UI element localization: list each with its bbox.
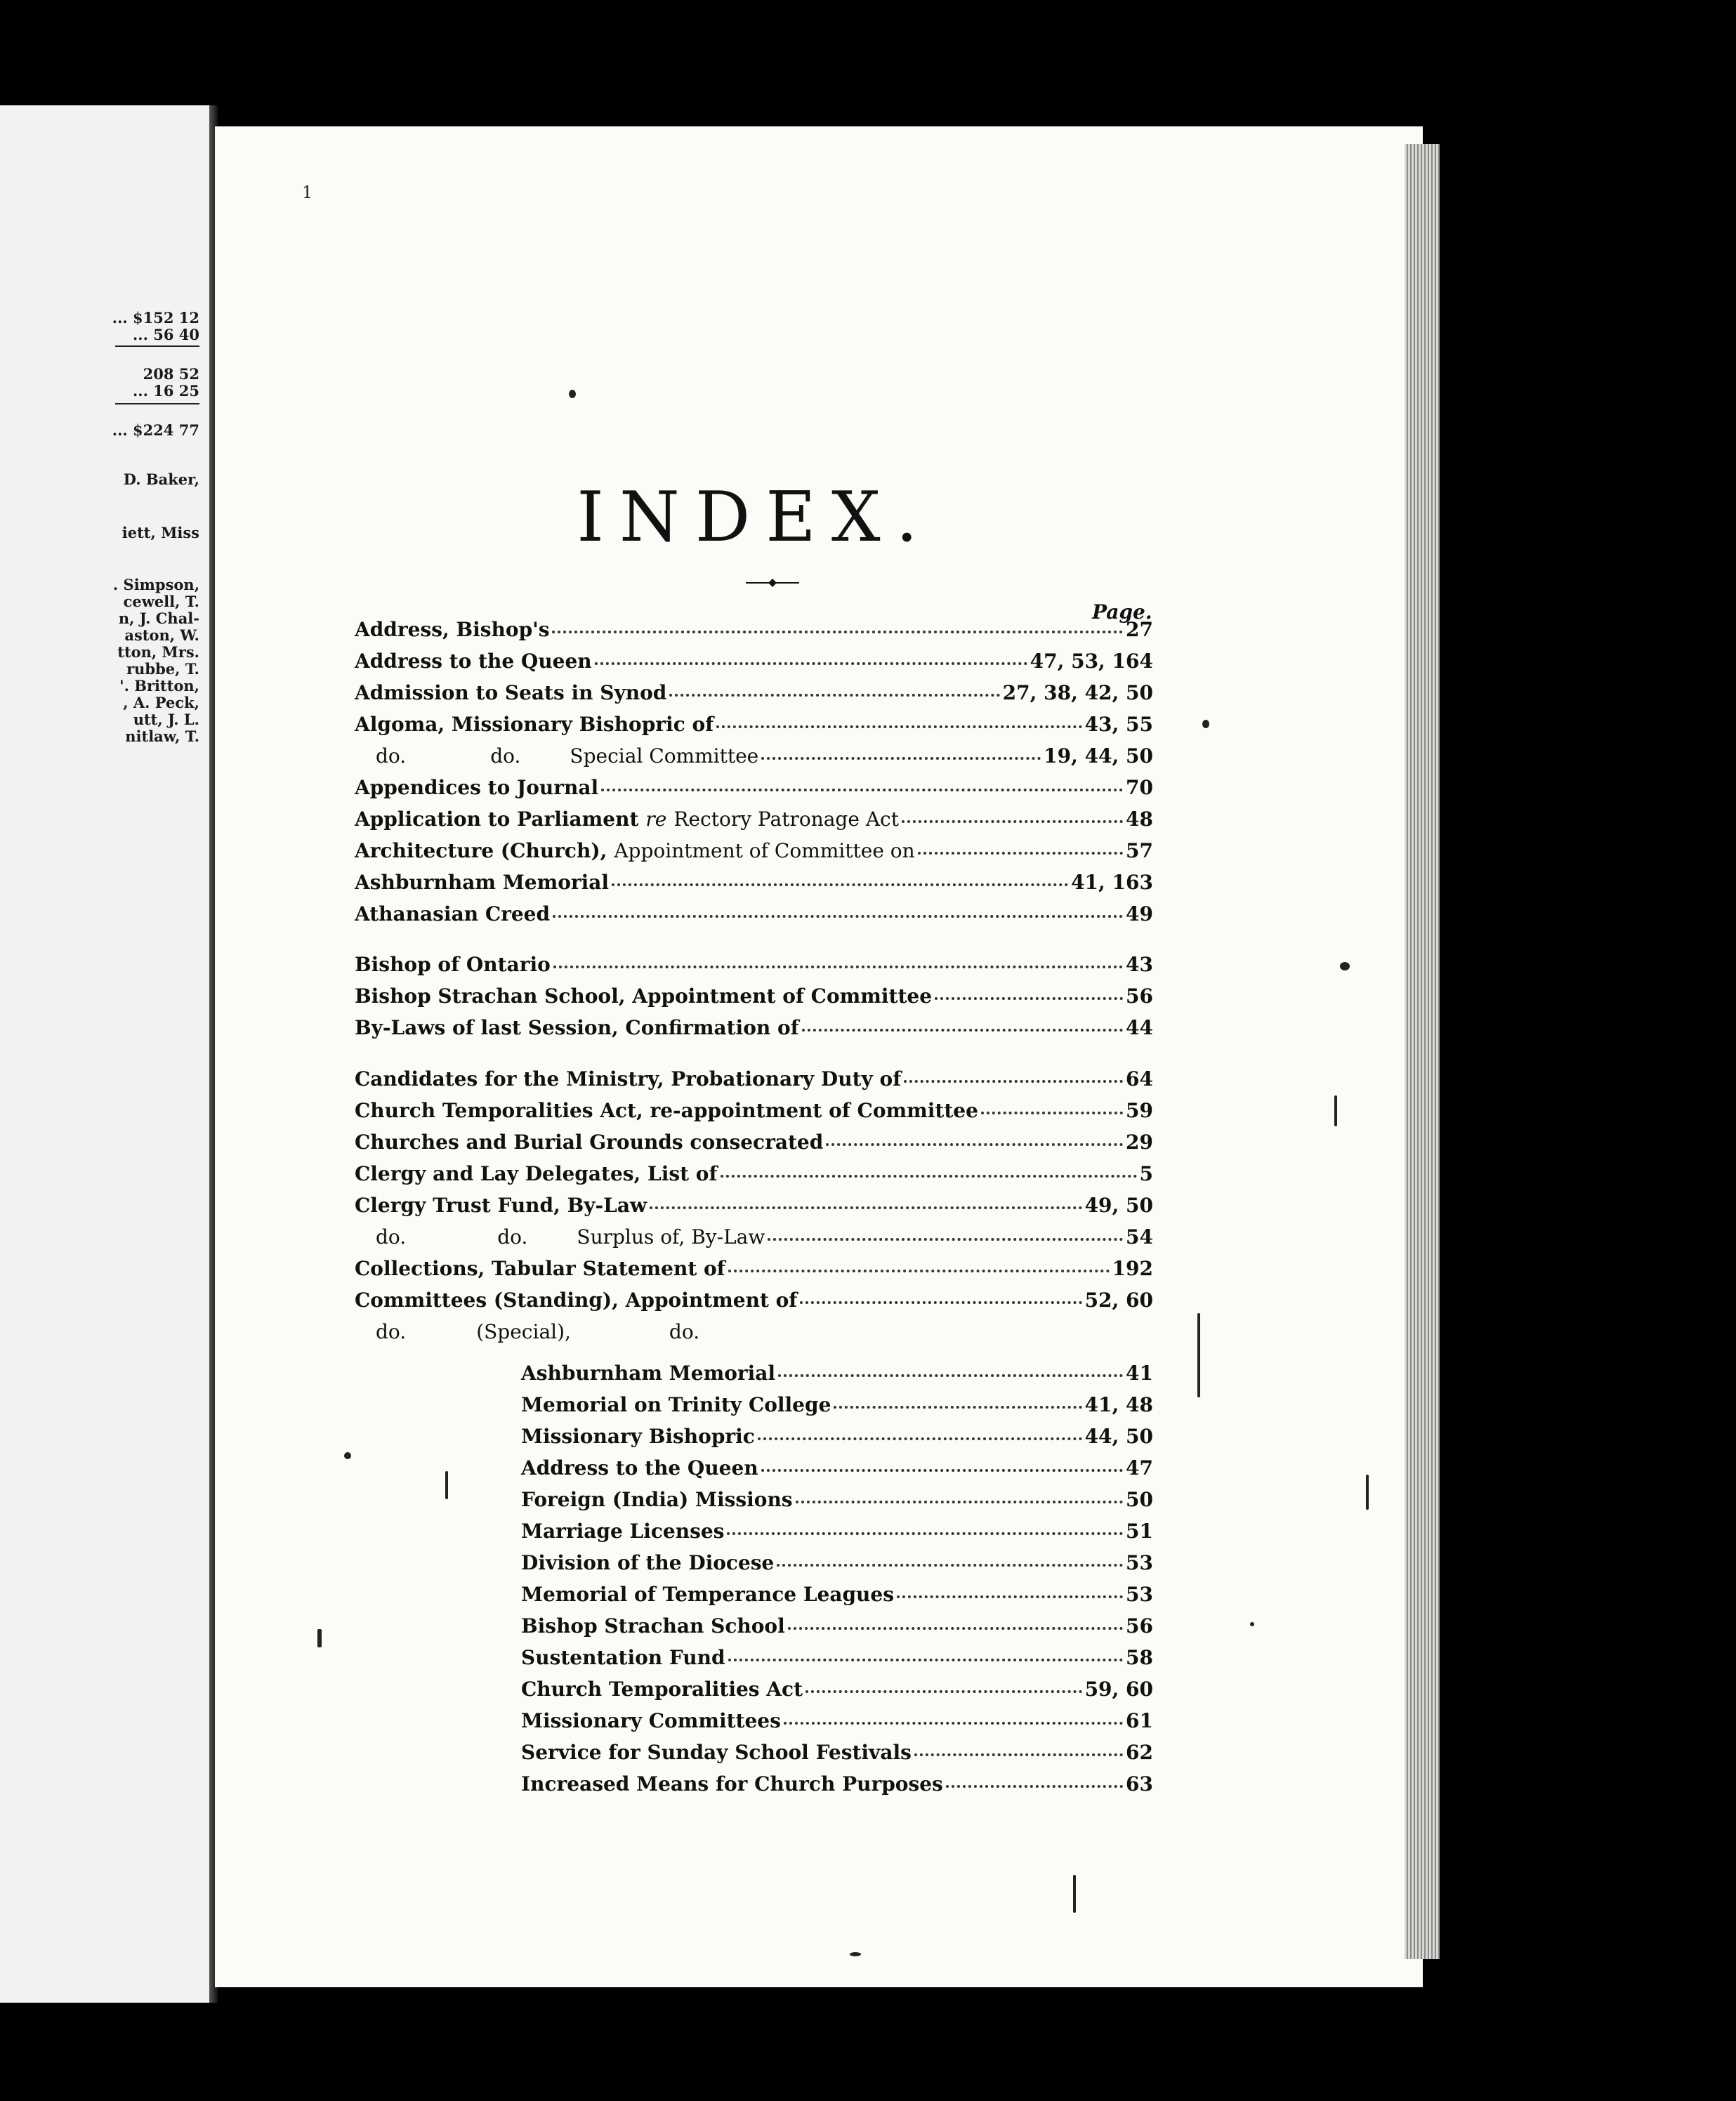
index-entry xyxy=(355,775,1153,801)
left-page-fragment: aston, W. xyxy=(124,626,199,644)
dot-leader xyxy=(728,1654,1123,1661)
index-entry xyxy=(355,1015,1153,1041)
left-page-fragment: utt, J. L. xyxy=(133,711,199,728)
dot-leader xyxy=(601,784,1123,791)
sub-entry-label: Memorial of Temperance Leagues xyxy=(521,1583,894,1606)
ditto-mark: do. xyxy=(376,744,407,768)
entry-label: Appendices to Journal xyxy=(355,776,599,799)
entry-label: Bishop of Ontario xyxy=(355,953,551,976)
dot-leader xyxy=(727,1528,1123,1535)
left-page-fragment: 208 52 xyxy=(143,365,199,383)
index-sub-entry xyxy=(521,1645,1153,1671)
left-page-fragment: , A. Peck, xyxy=(123,694,199,711)
scan-speck xyxy=(1366,1475,1369,1510)
index-entry xyxy=(355,711,1153,738)
dot-leader xyxy=(800,1297,1081,1304)
scan-speck xyxy=(1202,720,1209,728)
entry-label: Ashburnham Memorial xyxy=(355,871,610,894)
entry-page: 27, 38, 42, 50 xyxy=(1002,681,1153,704)
ditto-mark: do. xyxy=(669,1320,700,1343)
left-page-fragment: tton, Mrs. xyxy=(117,643,199,661)
ditto-mark: do. xyxy=(376,1225,407,1249)
left-page-fragment: rubbe, T. xyxy=(126,660,199,678)
sub-entry-page: 44, 50 xyxy=(1084,1425,1153,1448)
scan-speck xyxy=(1073,1875,1076,1913)
index-entry xyxy=(355,838,1153,864)
entry-page: 56 xyxy=(1126,984,1153,1008)
sub-entry-page: 59, 60 xyxy=(1084,1678,1153,1701)
entry-page: 57 xyxy=(1126,839,1153,862)
sub-entry-page: 61 xyxy=(1126,1709,1153,1732)
index-entry xyxy=(355,1098,1153,1124)
scan-speck xyxy=(445,1471,448,1499)
index-sub-entry xyxy=(521,1613,1153,1640)
dot-leader xyxy=(935,993,1123,1000)
entry-page: 192 xyxy=(1112,1257,1153,1280)
index-sub-entry xyxy=(521,1392,1153,1418)
left-page-fragment: D. Baker, xyxy=(123,470,199,488)
ditto-mark: do. xyxy=(376,1320,407,1343)
entry-label: Committees (Standing), Appointment of xyxy=(355,1289,798,1312)
sub-entry-page: 63 xyxy=(1126,1772,1153,1796)
entry-label: Admission to Seats in Synod xyxy=(355,681,667,704)
dot-leader xyxy=(805,1686,1082,1693)
sub-entry-label: Church Temporalities Act xyxy=(521,1678,803,1701)
entry-label-rest: Rectory Patronage Act xyxy=(673,808,899,831)
dot-leader xyxy=(669,690,999,697)
dot-leader xyxy=(728,1265,1110,1272)
entry-label: Application to Parliament xyxy=(355,808,639,831)
page-number: 1 xyxy=(302,183,313,202)
dot-leader xyxy=(768,1234,1123,1241)
left-page-fragment: ... $224 77 xyxy=(112,421,199,439)
sub-entry-label: Marriage Licenses xyxy=(521,1520,725,1543)
left-page-fragment: ... 16 25 xyxy=(132,382,199,400)
dot-leader xyxy=(778,1370,1123,1377)
scan-speck xyxy=(1197,1313,1200,1397)
entry-label: Church Temporalities Act, re-appointment of Committee xyxy=(355,1099,978,1122)
entry-page: 44 xyxy=(1126,1016,1153,1039)
sub-entry-page: 62 xyxy=(1126,1741,1153,1764)
entry-label: Address, Bishop's xyxy=(355,618,550,641)
sub-entry-label: Address to the Queen xyxy=(521,1456,758,1480)
dot-leader xyxy=(650,1202,1081,1209)
entry-label: Athanasian Creed xyxy=(355,902,551,926)
sub-entry-page: 50 xyxy=(1126,1488,1153,1511)
entry-label: Clergy and Lay Delegates, List of xyxy=(355,1162,718,1185)
dot-leader xyxy=(784,1718,1123,1725)
entry-page: 47, 53, 164 xyxy=(1030,650,1153,673)
index-sub-entry xyxy=(521,1676,1153,1703)
entry-page: 19, 44, 50 xyxy=(1044,744,1153,768)
dot-leader xyxy=(802,1025,1123,1032)
sub-entry-label: Division of the Diocese xyxy=(521,1551,775,1574)
index-entry xyxy=(355,1192,1153,1219)
dot-leader xyxy=(552,626,1123,633)
index-entry xyxy=(355,951,1153,978)
page-edge xyxy=(1405,144,1440,1959)
left-page xyxy=(0,105,209,2003)
sub-entry-label: Sustentation Fund xyxy=(521,1646,725,1669)
index-entry xyxy=(355,743,1153,770)
left-page-fragment: n, J. Chal- xyxy=(118,610,199,627)
entry-page: 27 xyxy=(1126,618,1153,641)
index-sub-entry xyxy=(521,1455,1153,1482)
index-sub-entry xyxy=(521,1771,1153,1798)
scan-speck xyxy=(344,1452,351,1459)
sum-rule xyxy=(115,403,199,404)
scan-speck xyxy=(569,390,576,398)
entry-page: 29 xyxy=(1126,1131,1153,1154)
index-entry xyxy=(355,806,1153,833)
scan-speck xyxy=(1250,1622,1254,1626)
scan-speck xyxy=(317,1629,322,1647)
index-entry xyxy=(355,901,1153,928)
left-page-fragment: nitlaw, T. xyxy=(125,727,199,745)
sub-entry-page: 41 xyxy=(1126,1362,1153,1385)
dot-leader xyxy=(553,911,1123,918)
entry-page: 64 xyxy=(1126,1067,1153,1091)
index-entry xyxy=(355,1287,1153,1314)
scan-speck xyxy=(850,1952,861,1956)
index-sub-entry xyxy=(521,1423,1153,1450)
entry-page: 43 xyxy=(1126,953,1153,976)
index-sub-entry xyxy=(521,1550,1153,1576)
dot-leader xyxy=(595,658,1027,665)
sub-entry-label: Foreign (India) Missions xyxy=(521,1488,793,1511)
entry-label: Algoma, Missionary Bishopric of xyxy=(355,713,714,736)
entry-label: Bishop Strachan School, Appointment of Committee xyxy=(355,984,933,1008)
entry-label: Surplus of, By-Law xyxy=(577,1225,765,1249)
dot-leader xyxy=(904,1076,1123,1083)
index-entry xyxy=(355,617,1153,643)
sub-entry-page: 58 xyxy=(1126,1646,1153,1669)
sum-rule xyxy=(115,345,199,347)
left-page-fragment: '. Britton, xyxy=(119,677,199,694)
ditto-mark: do. xyxy=(490,744,521,768)
entry-label: Churches and Burial Grounds consecrated xyxy=(355,1131,824,1154)
entry-page: 54 xyxy=(1126,1225,1153,1249)
left-page-fragment: . Simpson, xyxy=(112,576,199,593)
ornament-icon xyxy=(744,574,801,591)
sub-entry-label: Memorial on Trinity College xyxy=(521,1393,831,1416)
dot-leader xyxy=(761,753,1041,760)
left-page-fragment: ... 56 40 xyxy=(132,326,199,343)
left-page-fragment: iett, Miss xyxy=(121,524,199,541)
dot-leader xyxy=(553,961,1123,968)
dot-leader xyxy=(612,879,1068,886)
entry-label: Architecture (Church), xyxy=(355,839,607,862)
scan-speck xyxy=(1340,962,1350,970)
index-sub-entry xyxy=(521,1518,1153,1545)
index-entry xyxy=(355,1256,1153,1282)
scan-speck xyxy=(1334,1095,1337,1126)
dot-leader xyxy=(788,1623,1123,1630)
sub-entry-page: 47 xyxy=(1126,1456,1153,1480)
index-entry xyxy=(355,1129,1153,1156)
index-entry xyxy=(355,869,1153,896)
entry-page: 59 xyxy=(1126,1099,1153,1122)
dot-leader xyxy=(761,1465,1123,1472)
entry-label-rest: Appointment of Committee on xyxy=(614,839,915,862)
dot-leader xyxy=(716,721,1081,728)
entry-page: 43, 55 xyxy=(1084,713,1153,736)
index-entry xyxy=(355,1224,1153,1251)
sub-entry-page: 51 xyxy=(1126,1520,1153,1543)
dot-leader xyxy=(902,816,1123,823)
sub-entry-label: Ashburnham Memorial xyxy=(521,1362,776,1385)
index-sub-entry xyxy=(521,1708,1153,1734)
sub-entry-label: Missionary Bishopric xyxy=(521,1425,755,1448)
index-sub-entry xyxy=(521,1581,1153,1608)
index-entry xyxy=(355,1066,1153,1093)
page-column-heading: Page. xyxy=(1092,600,1152,624)
entry-page: 52, 60 xyxy=(1084,1289,1153,1312)
dot-leader xyxy=(914,1749,1123,1756)
entry-page: 41, 163 xyxy=(1071,871,1153,894)
index-entry xyxy=(355,1319,1153,1345)
entry-page: 49, 50 xyxy=(1084,1194,1153,1217)
index-sub-entry xyxy=(521,1360,1153,1387)
sub-entry-label: Missionary Committees xyxy=(521,1709,781,1732)
ditto-mark: do. xyxy=(497,1225,528,1249)
entry-label: (Special), xyxy=(476,1320,571,1343)
entry-page: 70 xyxy=(1126,776,1153,799)
index-sub-entry xyxy=(521,1739,1153,1766)
dot-leader xyxy=(758,1433,1082,1440)
entry-label: Candidates for the Ministry, Probationary Duty of xyxy=(355,1067,902,1091)
dot-leader xyxy=(834,1402,1081,1409)
entry-page: 48 xyxy=(1126,808,1153,831)
sub-entry-label: Service for Sunday School Festivals xyxy=(521,1741,912,1764)
sub-entry-page: 53 xyxy=(1126,1583,1153,1606)
index-entry xyxy=(355,1161,1153,1187)
dot-leader xyxy=(897,1591,1123,1598)
sub-entry-label: Increased Means for Church Purposes xyxy=(521,1772,943,1796)
dot-leader xyxy=(981,1107,1123,1114)
entry-page: 5 xyxy=(1139,1162,1153,1185)
left-page-fragment: ... $152 12 xyxy=(112,309,199,327)
dot-leader xyxy=(796,1496,1123,1503)
dot-leader xyxy=(721,1171,1137,1178)
sub-entry-page: 41, 48 xyxy=(1084,1393,1153,1416)
index-entry xyxy=(355,648,1153,675)
sub-entry-page: 53 xyxy=(1126,1551,1153,1574)
index-entry xyxy=(355,680,1153,706)
left-page-fragment: cewell, T. xyxy=(123,593,199,610)
dot-leader xyxy=(946,1781,1123,1788)
dot-leader xyxy=(826,1139,1123,1146)
entry-label: By-Laws of last Session, Confirmation of xyxy=(355,1016,799,1039)
sub-entry-page: 56 xyxy=(1126,1614,1153,1638)
dot-leader xyxy=(918,848,1123,855)
sub-entry-label: Bishop Strachan School xyxy=(521,1614,785,1638)
entry-label-italic: re xyxy=(645,808,667,831)
entry-label: Collections, Tabular Statement of xyxy=(355,1257,725,1280)
page-title: INDEX. xyxy=(577,477,933,558)
dot-leader xyxy=(777,1560,1123,1567)
entry-label: Clergy Trust Fund, By-Law xyxy=(355,1194,647,1217)
index-entry xyxy=(355,983,1153,1010)
entry-label: Address to the Queen xyxy=(355,650,592,673)
index-sub-entry xyxy=(521,1487,1153,1513)
entry-page: 49 xyxy=(1126,902,1153,926)
entry-label: Special Committee xyxy=(570,744,759,768)
